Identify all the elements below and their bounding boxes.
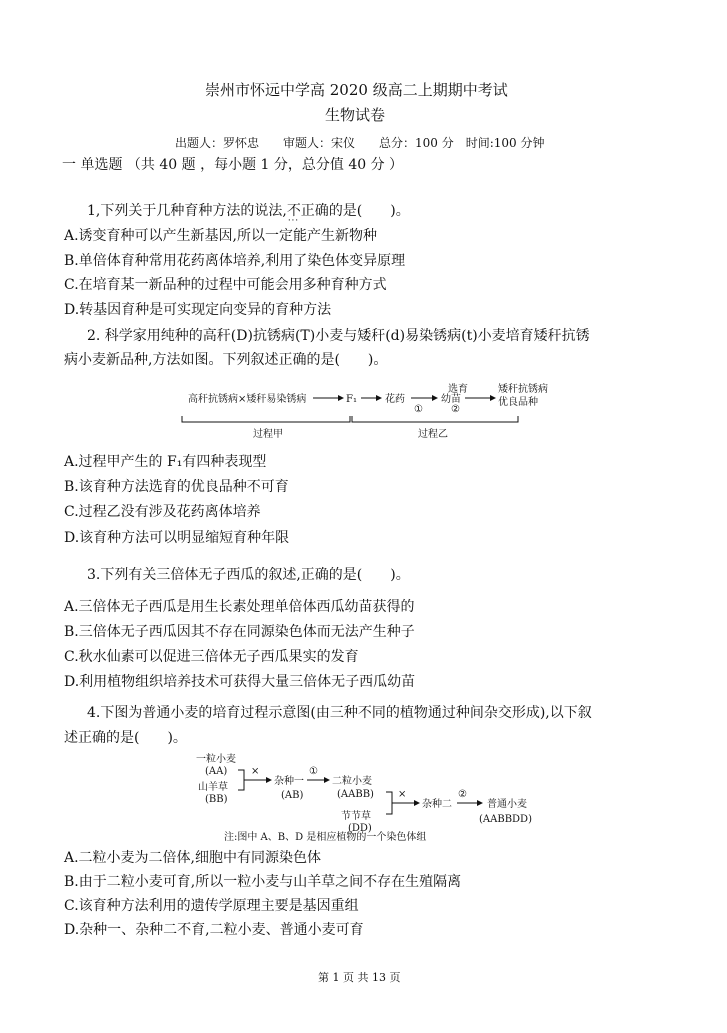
select-label: 选育 bbox=[448, 384, 468, 395]
breeding-diagram-2 bbox=[190, 750, 550, 845]
hybrid-1-genome: (AB) bbox=[281, 790, 304, 801]
page-number: 第 1 页 共 13 页 bbox=[318, 971, 401, 984]
option-a: A.过程甲产生的 F₁有四种表现型 bbox=[64, 454, 267, 470]
result-label-2: 优良品种 bbox=[498, 397, 538, 408]
pollen-label: 花药 bbox=[385, 394, 405, 405]
cross-symbol: × bbox=[251, 766, 260, 777]
option-c: C.在培育某一新品种的过程中可能会用多种育种方式 bbox=[64, 277, 387, 293]
einkorn-label: 一粒小麦 bbox=[196, 754, 236, 765]
emphasis-text: 不正确 · · · bbox=[287, 202, 329, 220]
diagram-note: 注:图中 A、B、D 是相应植物的一个染色体组 bbox=[224, 832, 427, 843]
question-1-stem-part: 的是( )。 bbox=[328, 203, 410, 219]
option-a: A.诱变育种可以产生新基因,所以一定能产生新物种 bbox=[64, 228, 378, 244]
result-label-1: 矮秆抗锈病 bbox=[498, 384, 548, 395]
step-1-label: ① bbox=[309, 766, 318, 777]
process-a-label: 过程甲 bbox=[253, 429, 283, 440]
question-2-stem-line-1: 2. 科学家用纯种的高秆(D)抗锈病(T)小麦与矮秆(d)易染锈病(t)小麦培育矮秆抗锈 bbox=[87, 328, 590, 344]
goatgrass-genome: (BB) bbox=[205, 794, 228, 805]
emmer-genome: (AABB) bbox=[337, 789, 374, 800]
goatgrass-label: 山羊草 bbox=[198, 782, 228, 793]
option-d: D.杂种一、杂种二不育,二粒小麦、普通小麦可育 bbox=[64, 922, 364, 938]
cross-symbol: × bbox=[398, 789, 407, 800]
option-b: B.该育种方法选育的优良品种不可育 bbox=[64, 479, 289, 495]
option-c: C.该育种方法利用的遗传学原理主要是基因重组 bbox=[64, 898, 359, 914]
step-2-label: ② bbox=[458, 789, 467, 800]
question-3-stem: 3.下列有关三倍体无子西瓜的叙述,正确的是( )。 bbox=[87, 567, 410, 583]
question-4-stem-line-2: 述正确的是( )。 bbox=[64, 730, 187, 746]
einkorn-genome: (AA) bbox=[205, 766, 228, 777]
exam-title: 崇州市怀远中学高 2020 级高二上期期中考试 bbox=[205, 81, 508, 99]
subject-title: 生物试卷 bbox=[325, 106, 386, 124]
step-1-label: ① bbox=[414, 404, 423, 415]
bread-wheat-genome: (AABBDD) bbox=[479, 814, 532, 825]
breeding-diagram-1 bbox=[180, 382, 560, 442]
question-1-stem-part: 1,下列关于几种育种方法的说法, bbox=[87, 203, 287, 219]
process-b-label: 过程乙 bbox=[418, 429, 448, 440]
bread-wheat-label: 普通小麦 bbox=[487, 799, 527, 810]
option-c: C.秋水仙素可以促进三倍体无子西瓜果实的发育 bbox=[64, 649, 359, 665]
question-4-stem-line-1: 4.下图为普通小麦的培育过程示意图(由三种不同的植物通过种间杂交形成),以下叙 bbox=[87, 705, 592, 721]
tauschii-genome: (DD) bbox=[348, 823, 372, 834]
question-1-stem bbox=[87, 202, 410, 220]
tauschii-label: 节节草 bbox=[341, 811, 371, 822]
section-heading: 一 单选题 （共 40 题 ，每小题 1 分，总分值 40 分 ） bbox=[62, 157, 404, 173]
option-a: A.三倍体无子西瓜是用生长素处理单倍体西瓜幼苗获得的 bbox=[64, 599, 415, 615]
hybrid-2-label: 杂种二 bbox=[422, 799, 452, 810]
f1-label: F₁ bbox=[346, 394, 357, 405]
emmer-label: 二粒小麦 bbox=[332, 776, 372, 787]
option-d: D.利用植物组织培养技术可获得大量三倍体无子西瓜幼苗 bbox=[64, 674, 416, 690]
option-b: B.单倍体育种常用花药离体培养,利用了染色体变异原理 bbox=[64, 253, 406, 269]
option-b: B.三倍体无子西瓜因其不存在同源染色体而无法产生种子 bbox=[64, 624, 415, 640]
question-2-stem-line-2: 病小麦新品种,方法如图。下列叙述正确的是( )。 bbox=[64, 352, 388, 368]
option-a: A.二粒小麦为二倍体,细胞中有同源染色体 bbox=[64, 850, 322, 866]
seedling-label: 幼苗 bbox=[441, 394, 461, 405]
option-c: C.过程乙没有涉及花药离体培养 bbox=[64, 504, 261, 520]
option-b: B.由于二粒小麦可育,所以一粒小麦与山羊草之间不存在生殖隔离 bbox=[64, 874, 462, 890]
hybrid-1-label: 杂种一 bbox=[274, 776, 304, 787]
exam-info: 出题人：罗怀忠 审题人：宋仪 总分：100 分 时间:100 分钟 bbox=[175, 136, 545, 150]
step-2-label: ② bbox=[451, 404, 460, 415]
cross-label: 高秆抗锈病×矮秆易染锈病 bbox=[188, 394, 307, 405]
option-d: D.转基因育种是可实现定向变异的育种方法 bbox=[64, 302, 332, 318]
option-d: D.该育种方法可以明显缩短育种年限 bbox=[64, 530, 290, 546]
